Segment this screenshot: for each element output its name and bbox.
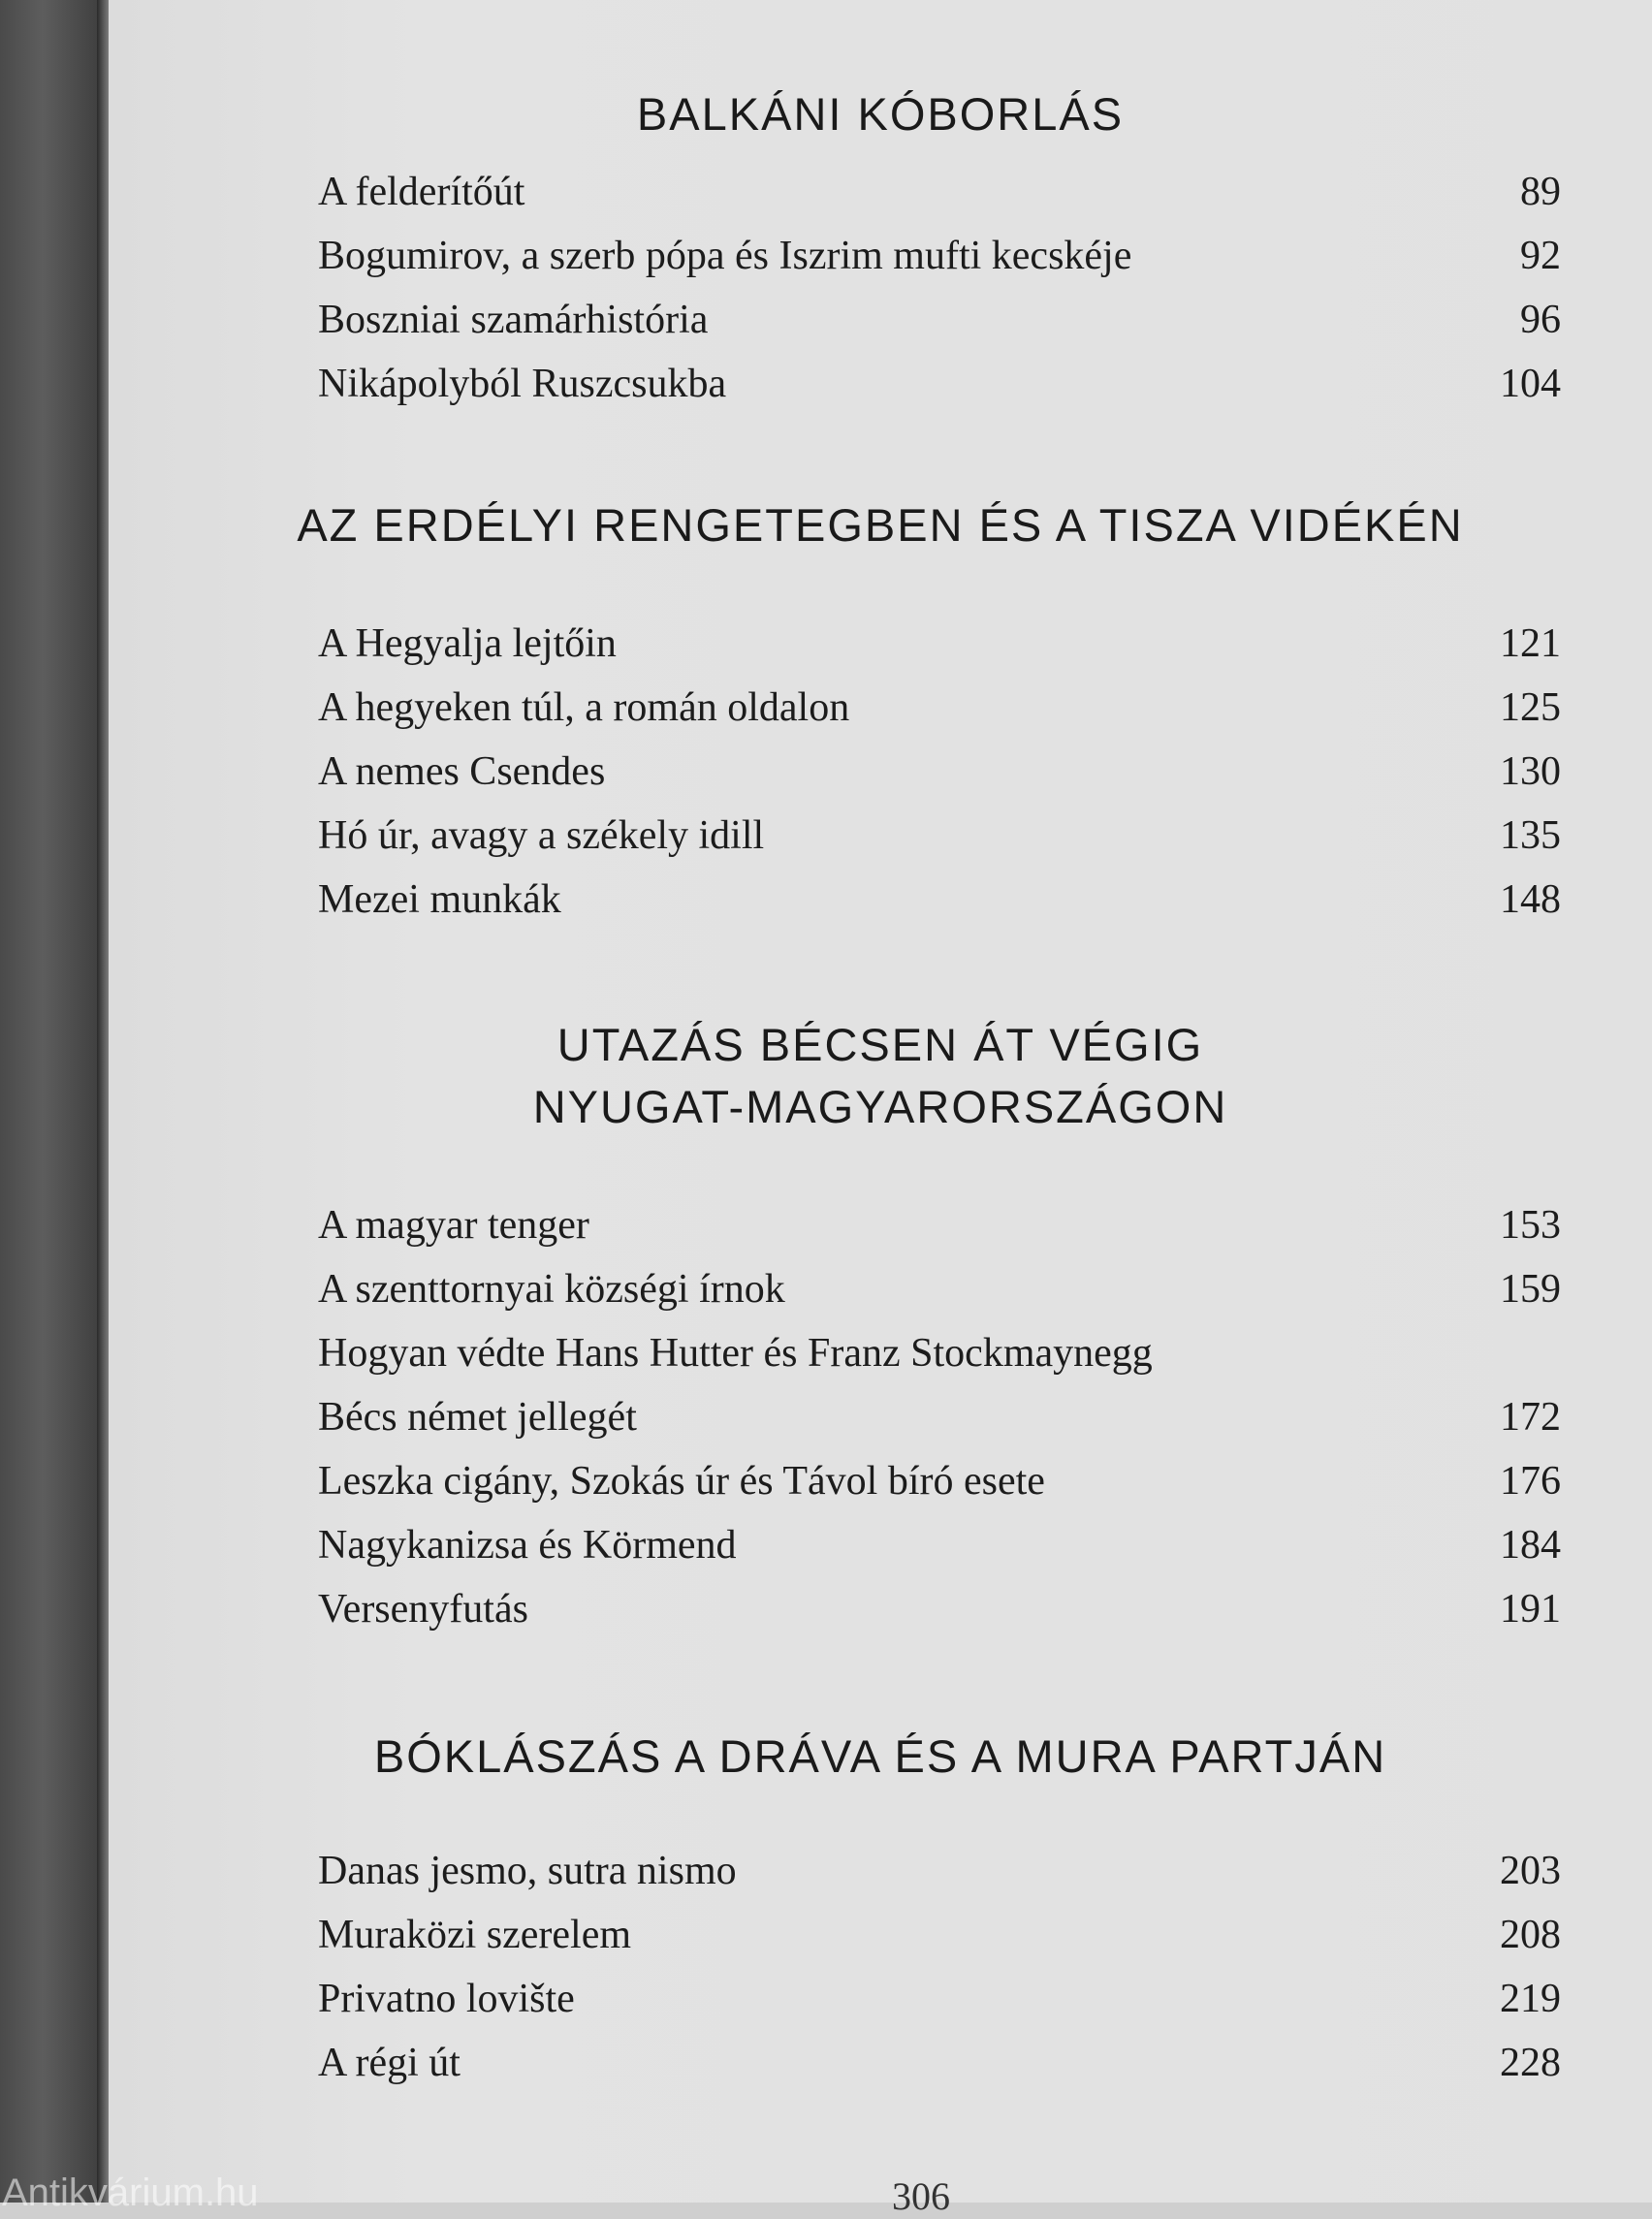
toc-entry: [318, 1580, 1561, 1638]
toc-entry: [318, 163, 1561, 221]
toc-entry-page: 125: [1500, 685, 1561, 730]
toc-entry-page: 172: [1500, 1395, 1561, 1440]
page-number: 306: [892, 2174, 950, 2218]
toc-entry-page: 96: [1520, 298, 1561, 342]
toc-entry: [318, 1516, 1561, 1574]
toc-entry: [318, 743, 1561, 801]
toc-entry: [318, 679, 1561, 737]
toc-entry-title: Mezei munkák: [318, 877, 561, 922]
toc-entry-page: 104: [1500, 362, 1561, 406]
toc-entry: [318, 1452, 1561, 1510]
section-title-utazas-becsen-at: [109, 1014, 1652, 1076]
section-title-line: BÓKLÁSZÁS A DRÁVA ÉS A MURA PARTJÁN: [373, 1730, 1387, 1782]
toc-entry-title: A Hegyalja lejtőin: [318, 621, 617, 666]
toc-entry: [318, 1842, 1561, 1900]
toc-entry-page: 219: [1500, 1977, 1561, 2021]
section-title-az-erdelyi-rengetegben: [109, 494, 1652, 556]
toc-entry-title: Muraközi szerelem: [318, 1913, 632, 1957]
toc-entry-title: Bogumirov, a szerb pópa és Iszrim mufti kecskéje: [318, 234, 1132, 278]
book-spine-background: [0, 0, 107, 2203]
toc-entry: [318, 2034, 1561, 2092]
toc-entry: [318, 1196, 1561, 1254]
toc-entry: [318, 1324, 1561, 1382]
toc-entry-page: 203: [1500, 1849, 1561, 1893]
toc-entry: [318, 227, 1561, 285]
toc-entry-page: 228: [1500, 2041, 1561, 2085]
toc-entry-page: 130: [1500, 749, 1561, 794]
toc-entry-page: 135: [1500, 813, 1561, 858]
toc-entry: [318, 355, 1561, 413]
section-title-balkani-koborlas: [109, 83, 1652, 145]
toc-entry: [318, 615, 1561, 673]
toc-entry-page: 176: [1500, 1459, 1561, 1504]
toc-entry-title: A hegyeken túl, a román oldalon: [318, 685, 850, 730]
section-title-line: AZ ERDÉLYI RENGETEGBEN ÉS A TISZA VIDÉKÉN: [297, 499, 1464, 551]
toc-entry-page: 208: [1500, 1913, 1561, 1957]
toc-entry: [318, 871, 1561, 929]
toc-entry-page: 121: [1500, 621, 1561, 666]
section-title-boklaszas-a-drava: [109, 1726, 1652, 1788]
toc-entry-title: Boszniai szamárhistória: [318, 298, 709, 342]
toc-entry-page: 89: [1520, 170, 1561, 214]
toc-entry: [318, 1388, 1561, 1446]
toc-entry-title: A magyar tenger: [318, 1203, 589, 1248]
toc-entry-title: Danas jesmo, sutra nismo: [318, 1849, 737, 1893]
toc-entry-page: 153: [1500, 1203, 1561, 1248]
toc-entry-page: 184: [1500, 1523, 1561, 1568]
toc-entry-title: Nikápolyból Ruszcsukba: [318, 362, 727, 406]
toc-entry-title: Hogyan védte Hans Hutter és Franz Stockmaynegg: [318, 1331, 1153, 1376]
toc-entry-title: Bécs német jellegét: [318, 1395, 637, 1440]
toc-entry: [318, 807, 1561, 865]
toc-entry: [318, 291, 1561, 349]
toc-entry-page: 191: [1500, 1587, 1561, 1632]
watermark-text: Antikvárium.hu: [2, 2171, 259, 2214]
toc-entry: [318, 1970, 1561, 2028]
toc-entry-page: 92: [1520, 234, 1561, 278]
toc-entry-page: 148: [1500, 877, 1561, 922]
toc-entry-title: Versenyfutás: [318, 1587, 528, 1632]
toc-entry-title: Leszka cigány, Szokás úr és Távol bíró esete: [318, 1459, 1045, 1504]
toc-entry-title: Hó úr, avagy a székely idill: [318, 813, 765, 858]
toc-entry: [318, 1260, 1561, 1318]
toc-entry-title: A szenttornyai községi írnok: [318, 1267, 785, 1312]
section-title-line: NYUGAT-MAGYARORSZÁGON: [532, 1081, 1228, 1132]
section-title-nyugat-magyarorszagon: [109, 1076, 1652, 1138]
toc-entry-page: 159: [1500, 1267, 1561, 1312]
toc-entry: [318, 1906, 1561, 1964]
toc-entry-title: Privatno lovište: [318, 1977, 575, 2021]
toc-entry-title: A nemes Csendes: [318, 749, 606, 794]
section-title-line: BALKÁNI KÓBORLÁS: [636, 88, 1125, 140]
section-title-line: UTAZÁS BÉCSEN ÁT VÉGIG: [556, 1019, 1204, 1070]
toc-entry-title: A felderítőút: [318, 170, 525, 214]
toc-entry-title: Nagykanizsa és Körmend: [318, 1523, 737, 1568]
toc-entry-title: A régi út: [318, 2041, 461, 2085]
